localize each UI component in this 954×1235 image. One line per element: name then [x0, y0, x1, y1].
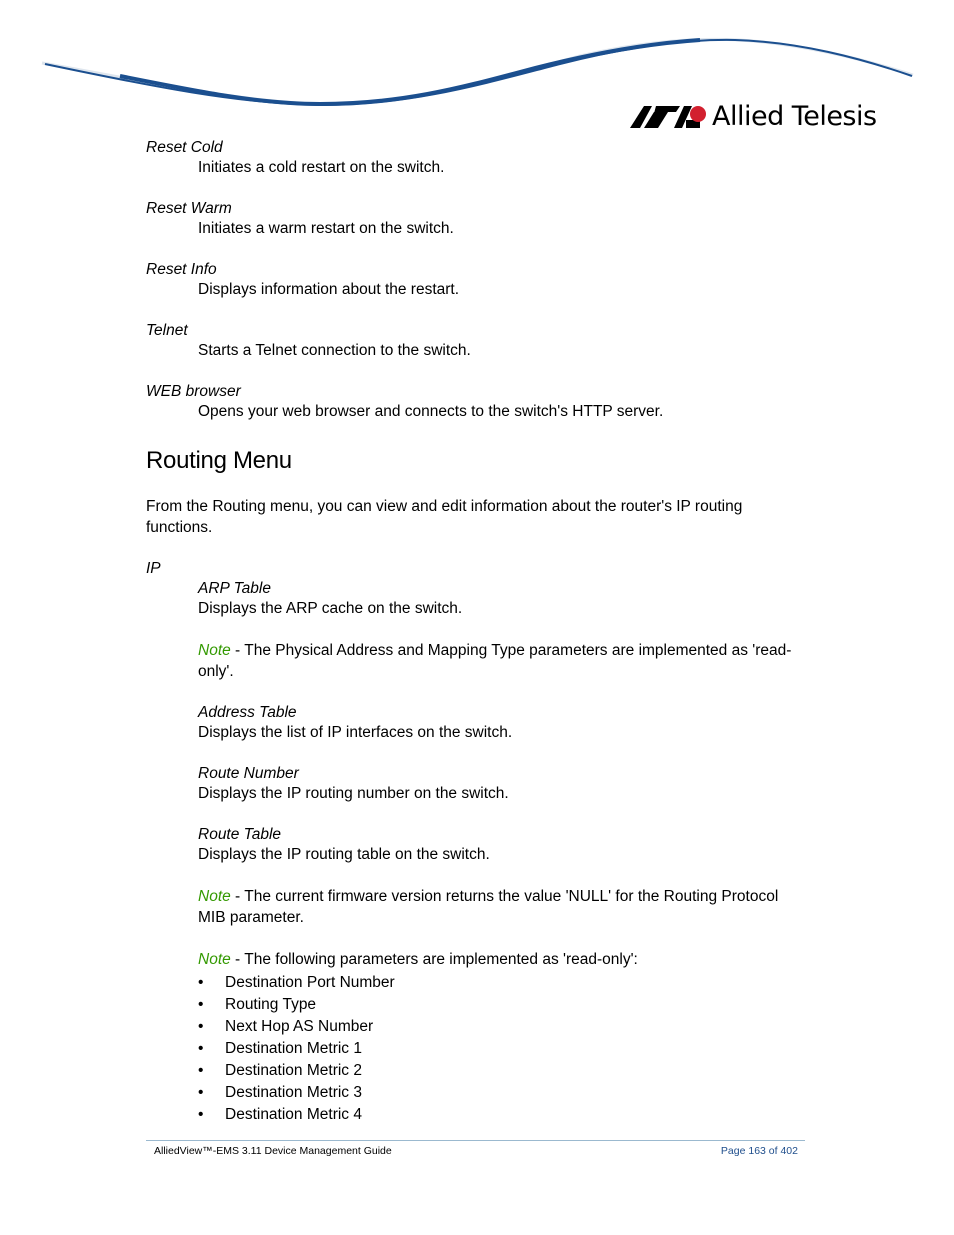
entry-term: Reset Warm [146, 200, 232, 217]
note-text: - The following parameters are implemented as 'read-only': [230, 951, 638, 968]
bullet-icon: • [198, 1106, 204, 1123]
bullet-icon: • [198, 1018, 204, 1035]
entry-description: Initiates a warm restart on the switch. [198, 220, 454, 237]
entry-term: ARP Table [198, 580, 271, 597]
logo-text: Allied Telesis [712, 100, 877, 132]
entry-description: Displays the IP routing number on the switch. [198, 785, 509, 802]
list-item [198, 972, 806, 994]
logo-mark-icon [630, 102, 706, 130]
footer-document-title: AlliedView™-EMS 3.11 Device Management Guide [154, 1145, 392, 1157]
note-label: Note [198, 888, 231, 905]
ip-label: IP [146, 560, 161, 577]
entry-term: Route Table [198, 826, 282, 843]
note-text: - The current firmware version returns the value 'NULL' for the Routing Protocol MIB parameter. [198, 888, 779, 926]
entry-term: Address Table [198, 704, 297, 721]
footer-divider [146, 1140, 805, 1141]
list-item-text: Destination Port Number [225, 974, 395, 991]
top-entry [146, 382, 806, 422]
bullet-icon: • [198, 1084, 204, 1101]
entry-description: Opens your web browser and connects to the switch's HTTP server. [198, 403, 664, 420]
entry-term: Telnet [146, 322, 188, 339]
bullet-icon: • [198, 1062, 204, 1079]
section-title: Routing Menu [146, 447, 292, 474]
entry-term: Route Number [198, 765, 299, 782]
top-entry [146, 199, 806, 239]
list-item-text: Next Hop AS Number [225, 1018, 374, 1035]
list-item-text: Destination Metric 2 [225, 1062, 362, 1079]
list-item-text: Destination Metric 1 [225, 1040, 362, 1057]
list-item [198, 1104, 806, 1126]
entry-term: WEB browser [146, 383, 241, 400]
list-item-text: Destination Metric 4 [225, 1106, 362, 1123]
entry-description: Displays the list of IP interfaces on the switch. [198, 724, 513, 741]
note-paragraph [198, 640, 806, 682]
top-entry [146, 321, 806, 361]
list-item [198, 1038, 806, 1060]
note-label: Note [198, 951, 231, 968]
bullet-icon: • [198, 996, 204, 1013]
list-item-text: Destination Metric 3 [225, 1084, 362, 1101]
note-text: - The Physical Address and Mapping Type parameters are implemented as 'read-only'. [198, 642, 792, 680]
list-item [198, 1082, 806, 1104]
list-item [198, 1060, 806, 1082]
entry-term: Reset Cold [146, 139, 223, 156]
footer-page-number: Page 163 of 402 [720, 1145, 798, 1157]
entry-description: Starts a Telnet connection to the switch. [198, 342, 471, 359]
allied-telesis-logo [630, 100, 877, 132]
entry-description: Displays the ARP cache on the switch. [198, 600, 463, 617]
top-entry [146, 138, 806, 178]
document-body [146, 138, 806, 1126]
list-item [198, 994, 806, 1016]
ip-entries [198, 579, 806, 1126]
note-label: Note [198, 642, 231, 659]
note-paragraph [198, 886, 806, 928]
read-only-parameter-list [198, 972, 806, 1126]
entry-description: Displays information about the restart. [198, 281, 460, 298]
entry-description: Initiates a cold restart on the switch. [198, 159, 445, 176]
note-paragraph [198, 949, 806, 970]
list-item-text: Routing Type [225, 996, 317, 1013]
bullet-icon: • [198, 974, 204, 991]
section-intro: From the Routing menu, you can view and edit information about the router's IP routing functions. [146, 498, 743, 536]
bullet-icon: • [198, 1040, 204, 1057]
entry-description: Displays the IP routing table on the switch. [198, 846, 490, 863]
top-entry [146, 260, 806, 300]
list-item [198, 1016, 806, 1038]
entry-term: Reset Info [146, 261, 217, 278]
